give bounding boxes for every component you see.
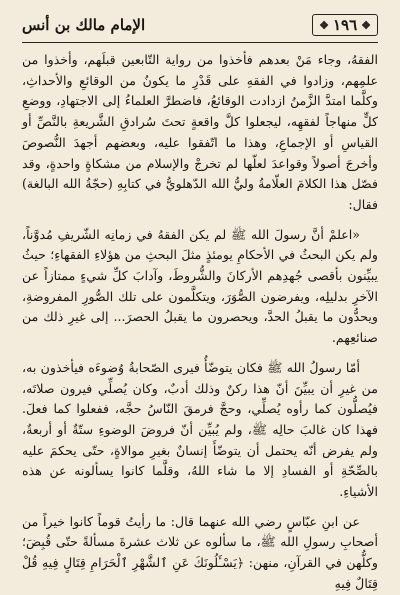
page-number: ١٩٦: [332, 16, 358, 34]
running-title: الإمام مالك بن أنس: [22, 16, 146, 34]
quotation-paragraph: «اعلمْ أنَّ رسولَ الله ﷺ لم يكن الفقهُ في زمانِه الشّريفِ مُدوَّناً، ولم يكن البحثُ في الأحكامِ يومئذٍ مثلَ البحثِ من هؤلاءِ الفقهاءِ؛ حيثُ يبيِّنون بأقصى جُهدِهم الأركانَ والشُّروطَ، وآدابَ كلِّ شيءٍ ممتازاً عن الآخرِ بدليلِه، ويفرضون الصُّوَرَ، ويتكلَّمون على تلك الصُّورِ المفروضةِ، ويحدُّون ما يقبلُ الحدَّ، ويحصرون ما يقبلُ الحصرَ... إلى غيرِ ذلك من صنائعِهم.: [22, 226, 378, 346]
paragraph: الفقهُ، وجاء مَنْ بعدهم فأخذوا من رواية التّابعين قبلَهم، وأخذوا من علمِهم، وزادوا في الفقهِ على قَدْرِ ما يكونُ من الوقائعِ والأحداثِ، وكلَّما امتدَّ الزَّمنُ ازدادت الوقائعُ، فاضطرَّ العلماءُ إلى الاجتهادِ، ووضعِ كلٍّ منهاجاً لفقهِه، ليجعلوا كلَّ واقعةٍ تحتَ سُرادقِ الشَّريعةِ بالنَّصِّ أو القياسِ أو الإجماعِ، وهذا ما اتّفقوا عليه، وبعضهم أجهدَ النُّصوصَ وأخرجَ أصولاً وقواعدَ لعلّها لم تخرجْ والإسلام من مشكاةٍ واحدةٍ، وقد فصّل هذا الكلامَ العلّامةُ وليُّ الله الدّهلويُّ في كتابِهِ (حجّةُ الله البالغة) فقال:: [22, 52, 378, 212]
page-header: [22, 10, 378, 40]
paragraph: أمّا رسولُ الله ﷺ فكان يتوضّأُ فيرى الصّحابةُ وُضوءَه فيأخذون به، من غيرِ أن يبيِّنَ أنّ هذا ركنٌ وذلك أدبٌ، وكان يُصلِّي فيرون صلاتَه، فيُصلُّون كما رأوه يُصلِّي، وحجَّ فرمقَ النّاسُ حجَّه، ففعلوا كما فعلَ. فهذا كان غالبَ حالِه ﷺ، ولم يُبيِّن أنّ فروضَ الوضوءِ ستّةٌ أو أربعةٌ، ولم يفرض أنّه يحتمل أن يتوضّأَ إنسانٌ بغيرِ موالاةٍ، حتّى يحكمَ عليه بالصِّحّةِ أو الفسادِ إلا ما شاء اللهُ، وقلَّما كانوا يسألونه عن هذه الأشياءِ.: [22, 359, 378, 500]
header-rule: [22, 42, 378, 43]
paragraph: عن ابنِ عبّاسٍ رضي الله عنهما قال: ما رأيتُ قوماً كانوا خيراً من أصحابِ رسولِ الله ﷺ، ما سألوه عن ثلاث عشرةَ مسألةً حتّى قُبِضَ؛ وكلُّهن في القرآنِ، منهن: ﴿يَسْـَٔلُونَكَ عَنِ ٱلشَّهْرِ ٱلْحَرَامِ قِتَالٍ فِيهِ قُلْ قِتَالٌ فِيهِ: [22, 513, 378, 591]
page-number-box: [312, 14, 378, 36]
page-body: [22, 50, 378, 595]
ornament-icon: ❖: [361, 18, 371, 32]
ornament-icon: ❖: [319, 18, 329, 32]
